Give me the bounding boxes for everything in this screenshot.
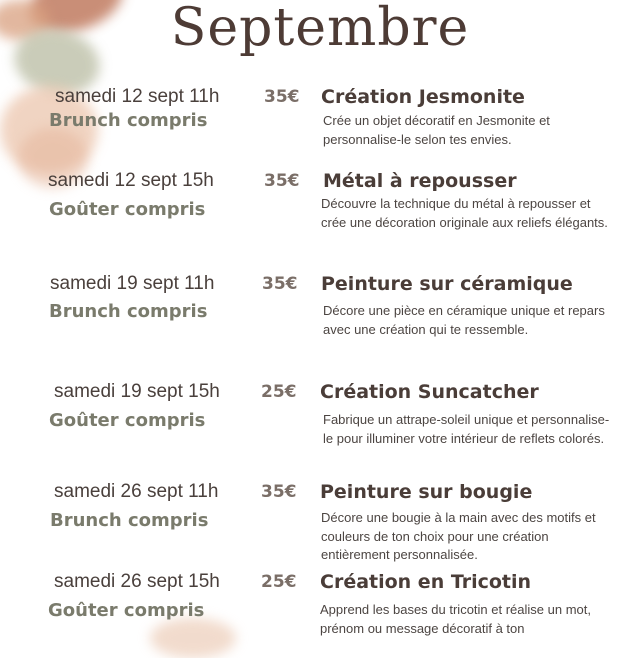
event-date: samedi 19 sept 11h — [50, 273, 215, 294]
event-name: Peinture sur céramique — [321, 273, 573, 295]
event-price: 25€ — [261, 382, 297, 402]
event-item — [0, 381, 640, 471]
event-description: Découvre la technique du métal à repousser et crée une décoration originale aux reliefs élégants. — [321, 196, 608, 230]
event-description: Crée un objet décoratif en Jesmonite et personnalise-le selon tes envies. — [323, 113, 550, 147]
event-item — [0, 571, 640, 640]
event-date: samedi 19 sept 15h — [54, 381, 220, 402]
event-price: 35€ — [261, 482, 297, 502]
event-price: 35€ — [264, 171, 300, 191]
event-description: Décore une pièce en céramique unique et repars avec une création qui te ressemble. — [323, 303, 605, 337]
event-meal: Goûter compris — [49, 410, 206, 431]
event-item — [0, 481, 640, 571]
event-meal: Brunch compris — [50, 510, 209, 531]
event-meal: Goûter compris — [48, 600, 205, 621]
event-item — [0, 86, 640, 176]
event-description: Fabrique un attrape-soleil unique et personnalise-le pour illuminer votre intérieur de reflets colorés. — [323, 412, 610, 446]
event-price: 35€ — [264, 87, 300, 107]
event-date: samedi 26 sept 11h — [54, 481, 219, 502]
event-item — [0, 273, 640, 363]
event-name: Création Suncatcher — [320, 381, 539, 403]
event-price: 35€ — [262, 274, 298, 294]
event-item — [0, 170, 640, 260]
event-date: samedi 12 sept 11h — [55, 86, 220, 107]
event-name: Création en Tricotin — [320, 571, 532, 593]
event-meal: Brunch compris — [49, 301, 208, 322]
event-name: Métal à repousser — [323, 170, 517, 192]
event-name: Peinture sur bougie — [320, 481, 533, 503]
event-meal: Brunch compris — [49, 110, 208, 131]
event-meal: Goûter compris — [49, 199, 206, 220]
event-description: Décore une bougie à la main avec des motifs et couleurs de ton choix pour une création entièrement personnalisée. — [321, 510, 596, 562]
event-description: Apprend les bases du tricotin et réalise un mot, prénom ou message décoratif à ton — [320, 602, 591, 636]
event-date: samedi 26 sept 15h — [54, 571, 220, 592]
event-price: 25€ — [261, 572, 297, 592]
event-name: Création Jesmonite — [321, 86, 525, 108]
event-date: samedi 12 sept 15h — [48, 170, 214, 191]
page-title: Septembre — [170, 0, 470, 58]
